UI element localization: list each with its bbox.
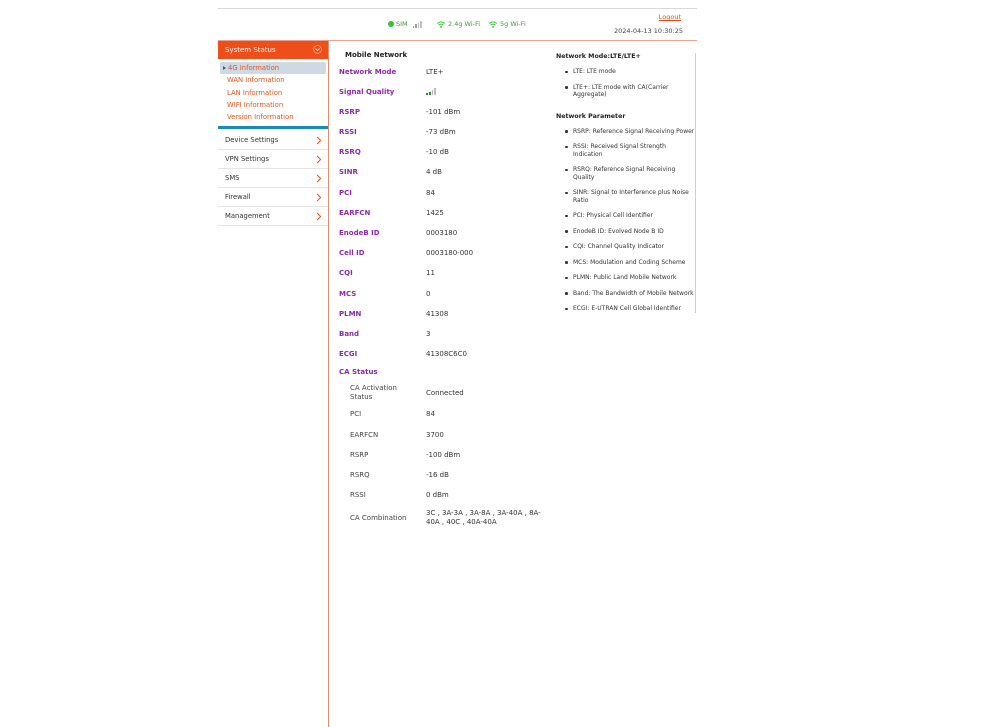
- help-item: LTE+: LTE mode with CA(Carrier Aggregate): [564, 84, 695, 99]
- help-param-list: [556, 128, 695, 313]
- sim-status: SIM: [388, 20, 422, 28]
- sidebar-divider: [218, 126, 328, 129]
- section-title: Mobile Network: [345, 51, 408, 59]
- header: [218, 9, 697, 41]
- help-item: PLMN: Public Land Mobile Network: [564, 274, 695, 282]
- chevron-right-icon: [316, 136, 322, 145]
- chevron-right-icon: [316, 174, 322, 183]
- help-panel: [556, 53, 696, 313]
- help-item: SINR: Signal to Interference plus Noise Ratio: [564, 189, 695, 204]
- help-item: Band: The Bandwidth of Mobile Network: [564, 290, 695, 298]
- system-status-submenu: [218, 59, 328, 125]
- sidebar-item-wan-information[interactable]: WAN Information: [227, 76, 285, 85]
- logout-link[interactable]: Logout: [658, 13, 681, 21]
- sidebar-item-firewall[interactable]: Firewall: [218, 188, 328, 207]
- datetime: 2024-04-13 10:30:25: [613, 27, 683, 35]
- sidebar-item-wifi-information[interactable]: WIFI Information: [227, 100, 284, 109]
- help-item: MCS: Modulation and Coding Scheme: [564, 259, 695, 267]
- help-item: RSSI: Received Signal Strength Indication: [564, 143, 695, 158]
- sidebar-item-lan-information[interactable]: LAN Information: [227, 88, 283, 97]
- wifi-icon: [488, 21, 498, 28]
- sidebar-item-4g-information[interactable]: 4G Information: [220, 62, 326, 74]
- sim-dot-icon: [388, 21, 394, 27]
- chevron-right-icon: [316, 155, 322, 164]
- sidebar-item-management[interactable]: Management: [218, 207, 328, 226]
- help-item: CQI: Channel Quality Indicator: [564, 243, 695, 251]
- sidebar-item-vpn-settings[interactable]: VPN Settings: [218, 150, 328, 169]
- chevron-right-icon: [316, 193, 322, 202]
- sidebar: [218, 41, 328, 226]
- help-item: ECGI: E-UTRAN Cell Global Identifier: [564, 305, 695, 313]
- help-item: RSRP: Reference Signal Receiving Power: [564, 128, 695, 136]
- sidebar-item-version-information[interactable]: Version Information: [227, 113, 294, 122]
- signal-quality-icon: [426, 88, 436, 95]
- help-item: RSRQ: Reference Signal Receiving Quality: [564, 166, 695, 181]
- help-item: LTE: LTE mode: [564, 68, 695, 76]
- chevron-right-icon: [316, 212, 322, 221]
- help-item: EnodeB ID: Evolved Node B ID: [564, 228, 695, 236]
- sidebar-item-device-settings[interactable]: Device Settings: [218, 131, 328, 150]
- help-param-title: Network Parameter: [556, 112, 626, 120]
- sidebar-system-status[interactable]: System Status: [218, 41, 328, 59]
- caret-right-icon: [223, 66, 226, 70]
- chevron-down-icon: [313, 45, 322, 54]
- wifi-24g-status: 2.4g Wi-Fi: [436, 20, 480, 28]
- help-mode-list: [556, 68, 695, 99]
- help-mode-title: Network Mode:LTE/LTE+: [556, 53, 641, 60]
- content-divider: [328, 41, 329, 727]
- signal-bars-icon: [413, 21, 422, 28]
- wifi-icon: [436, 21, 446, 28]
- help-item: PCI: Physical Cell Identifier: [564, 212, 695, 220]
- wifi-5g-status: 5g Wi-Fi: [488, 20, 526, 28]
- sidebar-item-sms[interactable]: SMS: [218, 169, 328, 188]
